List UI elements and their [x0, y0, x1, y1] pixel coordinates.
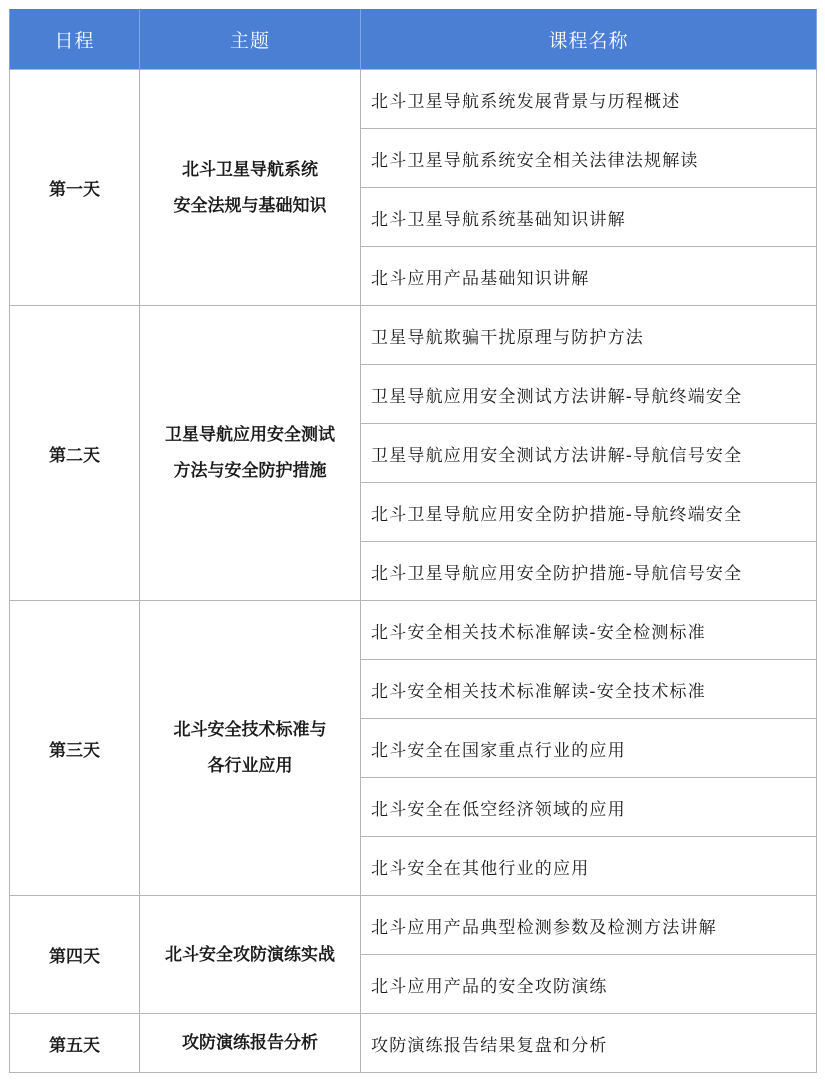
course-cell: 北斗应用产品的安全攻防演练 — [361, 955, 817, 1014]
day-cell: 第三天 — [10, 601, 140, 896]
table-row — [10, 896, 817, 955]
day-cell: 第四天 — [10, 896, 140, 1014]
course-cell: 北斗安全相关技术标准解读-安全技术标准 — [361, 660, 817, 719]
day-cell: 第一天 — [10, 70, 140, 306]
table-row — [10, 306, 817, 365]
theme-line: 攻防演练报告分析 — [182, 1033, 318, 1053]
table-body — [10, 70, 817, 1073]
header-course: 课程名称 — [361, 9, 817, 70]
schedule-table — [9, 9, 817, 1073]
course-cell: 北斗卫星导航应用安全防护措施-导航终端安全 — [361, 483, 817, 542]
theme-line: 卫星导航应用安全测试 — [165, 425, 335, 445]
course-cell: 北斗安全相关技术标准解读-安全检测标准 — [361, 601, 817, 660]
theme-cell — [140, 1014, 361, 1073]
course-cell: 北斗安全在其他行业的应用 — [361, 837, 817, 896]
theme-line: 各行业应用 — [207, 756, 293, 776]
theme-cell — [140, 306, 361, 601]
course-cell: 北斗安全在国家重点行业的应用 — [361, 719, 817, 778]
theme-line: 北斗卫星导航系统 — [182, 159, 318, 180]
course-cell: 北斗卫星导航系统基础知识讲解 — [361, 188, 817, 247]
table-row — [10, 1014, 817, 1073]
course-cell: 北斗卫星导航应用安全防护措施-导航信号安全 — [361, 542, 817, 601]
theme-cell — [140, 70, 361, 306]
course-cell: 卫星导航应用安全测试方法讲解-导航信号安全 — [361, 424, 817, 483]
course-cell: 攻防演练报告结果复盘和分析 — [361, 1014, 817, 1073]
table-row — [10, 601, 817, 660]
theme-cell — [140, 601, 361, 896]
table-row — [10, 70, 817, 129]
table-header — [10, 9, 817, 70]
theme-line: 北斗安全攻防演练实战 — [165, 944, 335, 965]
course-cell: 北斗安全在低空经济领域的应用 — [361, 778, 817, 837]
theme-cell — [140, 896, 361, 1014]
course-cell: 卫星导航应用安全测试方法讲解-导航终端安全 — [361, 365, 817, 424]
theme-line: 安全法规与基础知识 — [173, 195, 327, 216]
course-cell: 北斗卫星导航系统发展背景与历程概述 — [361, 70, 817, 129]
header-day: 日程 — [10, 9, 140, 70]
course-cell: 北斗应用产品典型检测参数及检测方法讲解 — [361, 896, 817, 955]
course-cell: 卫星导航欺骗干扰原理与防护方法 — [361, 306, 817, 365]
header-theme: 主题 — [140, 9, 361, 70]
course-cell: 北斗应用产品基础知识讲解 — [361, 247, 817, 306]
day-cell: 第二天 — [10, 306, 140, 601]
header-row — [10, 9, 817, 70]
day-cell: 第五天 — [10, 1014, 140, 1073]
theme-line: 方法与安全防护措施 — [173, 461, 327, 481]
course-cell: 北斗卫星导航系统安全相关法律法规解读 — [361, 129, 817, 188]
theme-line: 北斗安全技术标准与 — [173, 720, 327, 740]
